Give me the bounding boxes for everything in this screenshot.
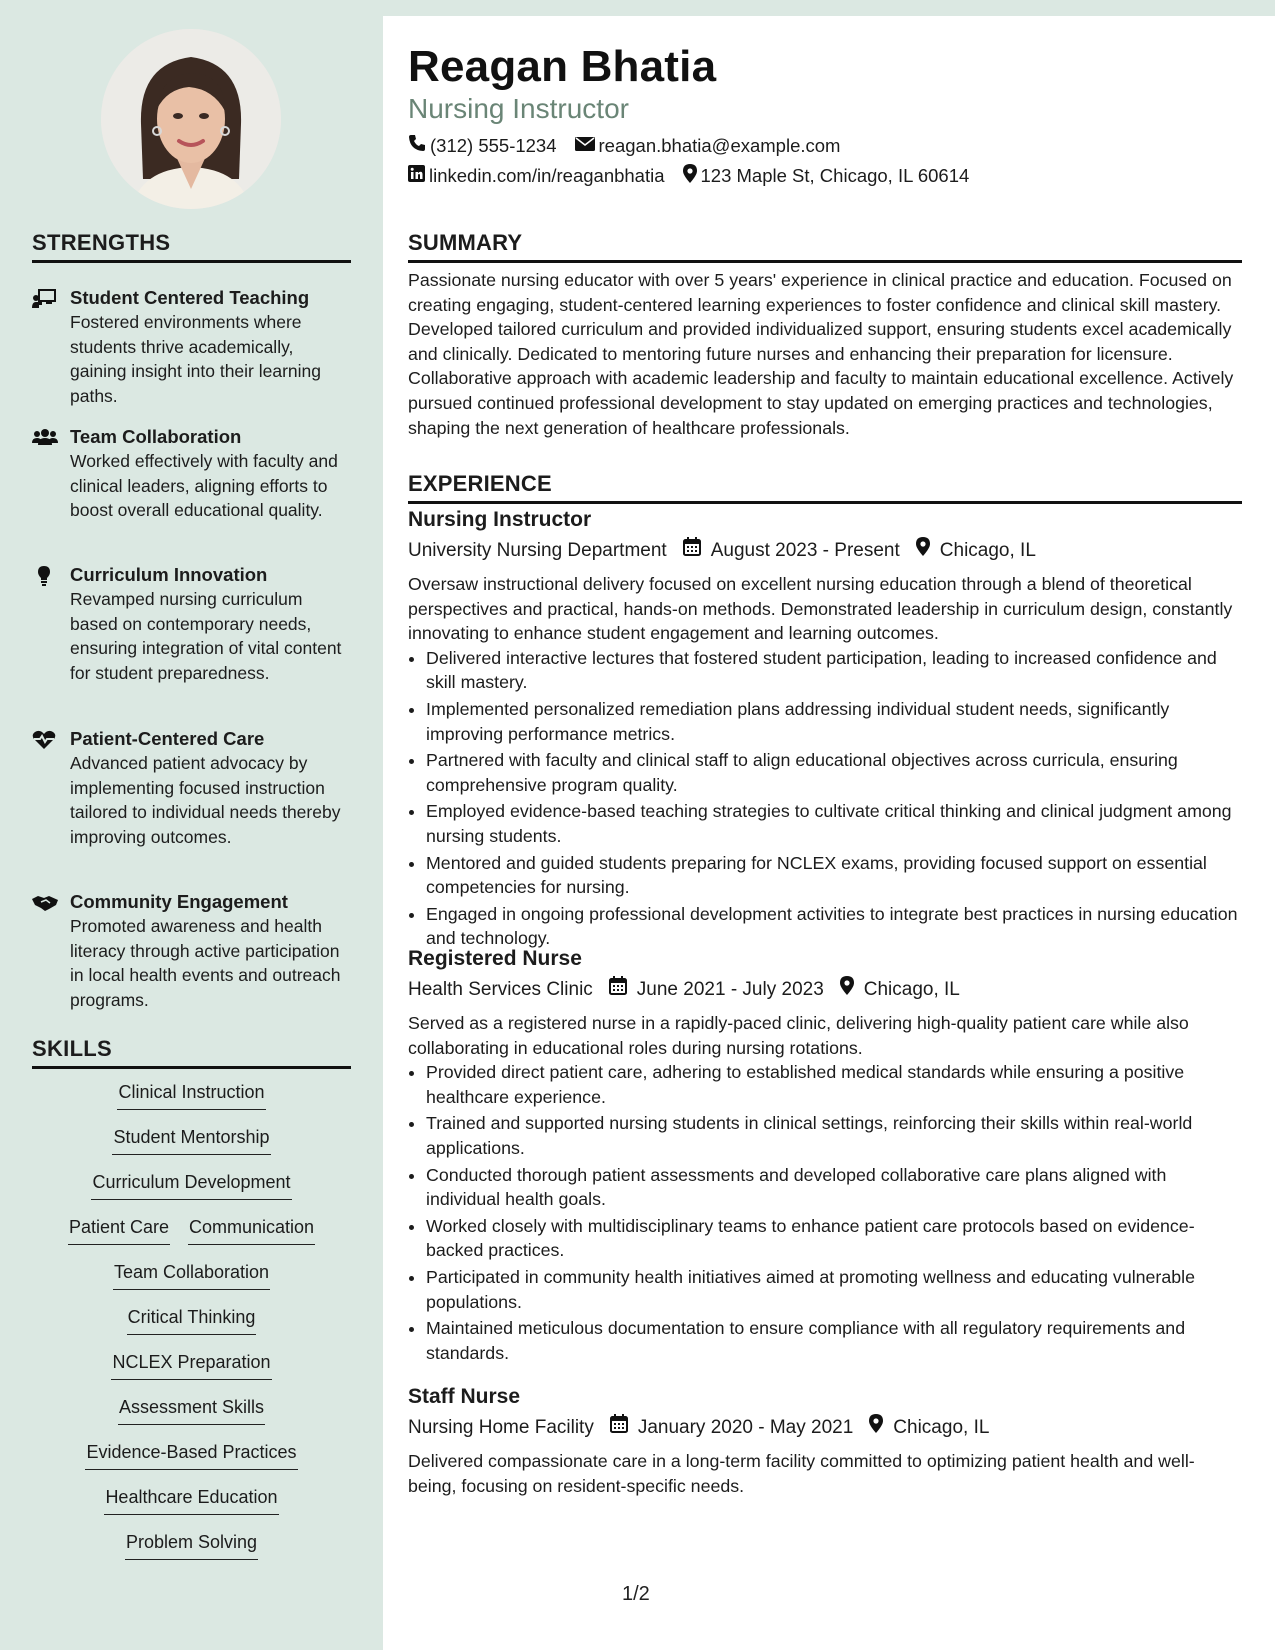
skill-tag: Healthcare Education bbox=[104, 1485, 278, 1515]
email-contact[interactable] bbox=[575, 135, 841, 157]
skill-tag: Critical Thinking bbox=[127, 1305, 257, 1335]
map-pin-icon bbox=[683, 164, 697, 188]
sidebar bbox=[0, 0, 383, 1650]
job-bullet: • Trained and supported nursing students in clinical settings, reinforcing their skills within real-world applications. bbox=[426, 1111, 1242, 1160]
skill-tag: Assessment Skills bbox=[118, 1395, 265, 1425]
experience-entry bbox=[408, 945, 1248, 1367]
strength-item bbox=[32, 727, 352, 849]
skill-tag: Team Collaboration bbox=[113, 1260, 270, 1290]
linkedin-url: linkedin.com/in/reaganbhatia bbox=[429, 165, 665, 186]
job-title: Nursing Instructor bbox=[408, 508, 592, 531]
phone-contact[interactable] bbox=[408, 134, 557, 157]
job-bullet: • Participated in community health initiatives aimed at promoting wellness and educating vulnerable populations. bbox=[426, 1265, 1242, 1314]
experience-entry bbox=[408, 506, 1248, 953]
map-pin-icon bbox=[869, 1412, 883, 1444]
job-bullet: • Implemented personalized remediation plans addressing individual student needs, significantly improving performance metrics. bbox=[426, 697, 1242, 746]
job-location: Chicago, IL bbox=[893, 1417, 990, 1438]
skill-tag: Patient Care bbox=[68, 1215, 170, 1245]
job-bullets bbox=[408, 646, 1242, 951]
skill-tag: Evidence-Based Practices bbox=[85, 1440, 297, 1470]
skills-heading: SKILLS bbox=[32, 1036, 351, 1069]
teaching-icon bbox=[32, 289, 58, 309]
strength-item bbox=[32, 425, 352, 523]
strengths-heading: STRENGTHS bbox=[32, 230, 351, 263]
job-bullet: • Delivered interactive lectures that fostered student participation, leading to increased confidence and skill mastery. bbox=[426, 646, 1242, 695]
strength-item bbox=[32, 563, 352, 685]
strength-description: Promoted awareness and health literacy through active participation in local health events and outreach programs. bbox=[70, 916, 341, 1010]
candidate-name: Reagan Bhatia bbox=[408, 42, 717, 91]
job-bullet: • Provided direct patient care, adhering to established medical standards while ensuring a positive healthcare experience. bbox=[426, 1060, 1242, 1109]
experience-entry bbox=[408, 1383, 1248, 1498]
lightbulb-icon bbox=[32, 566, 58, 586]
strength-item bbox=[32, 286, 352, 408]
heartbeat-icon bbox=[32, 730, 58, 750]
skill-tag: Communication bbox=[188, 1215, 315, 1245]
experience-heading: EXPERIENCE bbox=[408, 471, 1242, 504]
job-bullet: • Mentored and guided students preparing for NCLEX exams, providing focused support on essential competencies for nursing. bbox=[426, 851, 1242, 900]
job-dates: June 2021 - July 2023 bbox=[636, 979, 824, 1000]
phone-icon bbox=[408, 134, 426, 157]
job-organization: Nursing Home Facility bbox=[408, 1417, 594, 1438]
job-bullet: • Conducted thorough patient assessments and developed collaborative care plans aligned with individual health goals. bbox=[426, 1163, 1242, 1212]
job-meta bbox=[408, 535, 1248, 567]
job-description: Oversaw instructional delivery focused on excellent nursing education through a blend of theoretical perspectives and practical, hands-on methods. Demonstrated leadership in curriculum design, constantly innovating to enhance student engagement and learning outcomes. bbox=[408, 574, 1233, 644]
job-dates: January 2020 - May 2021 bbox=[637, 1417, 854, 1438]
job-bullet: • Worked closely with multidisciplinary teams to enhance patient care protocols based on evidence-backed practices. bbox=[426, 1214, 1242, 1263]
linkedin-contact[interactable] bbox=[408, 165, 665, 187]
job-location: Chicago, IL bbox=[863, 979, 960, 1000]
skills-list bbox=[32, 1080, 351, 1575]
strength-name: Curriculum Innovation bbox=[70, 564, 268, 585]
summary-text: Passionate nursing educator with over 5 years' experience in clinical practice and education. Focused on creating engaging, student-centered learning experiences to foster confidence and clinical skill mastery. Developed tailored curriculum and provided individualized support, ensuring students excel academically and clinically. Dedicated to mentoring future nurses and enhancing their preparation for licensure. Collaborative approach with academic leadership and faculty to maintain educational excellence. Actively pursued continued professional development to stay updated on emerging practices and technologies, shaping the next generation of healthcare professionals. bbox=[408, 270, 1234, 438]
job-description: Delivered compassionate care in a long-term facility committed to optimizing patient health and well-being, focusing on resident-specific needs. bbox=[408, 1451, 1195, 1496]
job-title: Registered Nurse bbox=[408, 947, 582, 970]
job-bullet: • Partnered with faculty and clinical staff to align educational objectives across curricula, ensuring comprehensive program quality. bbox=[426, 748, 1242, 797]
handshake-icon bbox=[32, 893, 58, 913]
job-bullet: • Employed evidence-based teaching strategies to cultivate critical thinking and clinical judgment among nursing students. bbox=[426, 799, 1242, 848]
address-contact bbox=[683, 164, 970, 188]
strength-name: Team Collaboration bbox=[70, 426, 242, 447]
job-bullets bbox=[408, 1060, 1242, 1365]
team-icon bbox=[32, 428, 58, 448]
candidate-title: Nursing Instructor bbox=[408, 93, 629, 124]
job-meta bbox=[408, 1412, 1248, 1444]
strength-item bbox=[32, 890, 352, 1012]
calendar-icon bbox=[610, 1412, 628, 1444]
skill-tag: Problem Solving bbox=[125, 1530, 258, 1560]
strength-name: Community Engagement bbox=[70, 891, 288, 912]
job-bullet: • Engaged in ongoing professional development activities to integrate best practices in nursing education and technology. bbox=[426, 902, 1242, 951]
job-organization: University Nursing Department bbox=[408, 540, 667, 561]
main-content bbox=[383, 16, 1275, 1650]
calendar-icon bbox=[683, 535, 701, 567]
map-pin-icon bbox=[840, 974, 854, 1006]
skill-tag: Clinical Instruction bbox=[117, 1080, 265, 1110]
strength-description: Worked effectively with faculty and clinical leaders, aligning efforts to boost overall educational quality. bbox=[70, 451, 338, 520]
job-meta bbox=[408, 974, 1248, 1006]
strength-description: Fostered environments where students thrive academically, gaining insight into their learning paths. bbox=[70, 312, 321, 406]
job-dates: August 2023 - Present bbox=[710, 540, 900, 561]
linkedin-icon bbox=[408, 165, 425, 187]
skill-tag: NCLEX Preparation bbox=[111, 1350, 271, 1380]
job-organization: Health Services Clinic bbox=[408, 979, 593, 1000]
job-bullet: • Maintained meticulous documentation to ensure compliance with all regulatory requirements and standards. bbox=[426, 1316, 1242, 1365]
job-description: Served as a registered nurse in a rapidly-paced clinic, delivering high-quality patient care while also collaborating in educational roles during nursing rotations. bbox=[408, 1013, 1189, 1058]
job-title: Staff Nurse bbox=[408, 1385, 521, 1408]
map-pin-icon bbox=[916, 535, 930, 567]
email-address: reagan.bhatia@example.com bbox=[598, 134, 841, 156]
contact-row bbox=[408, 164, 969, 188]
skill-tag: Student Mentorship bbox=[112, 1125, 270, 1155]
address-text: 123 Maple St, Chicago, IL 60614 bbox=[700, 165, 970, 186]
strength-description: Advanced patient advocacy by implementing focused instruction tailored to individual needs thereby improving outcomes. bbox=[70, 753, 341, 847]
contact-row bbox=[408, 134, 840, 157]
summary-heading: SUMMARY bbox=[408, 230, 1242, 263]
job-location: Chicago, IL bbox=[939, 540, 1036, 561]
envelope-icon bbox=[575, 135, 595, 157]
phone-number: (312) 555-1234 bbox=[430, 134, 557, 156]
strength-description: Revamped nursing curriculum based on contemporary needs, ensuring integration of vital content for student preparedness. bbox=[70, 589, 342, 683]
strength-name: Patient-Centered Care bbox=[70, 728, 265, 749]
calendar-icon bbox=[609, 974, 627, 1006]
skill-tag: Curriculum Development bbox=[91, 1170, 291, 1200]
strength-name: Student Centered Teaching bbox=[70, 287, 310, 308]
profile-photo bbox=[101, 29, 281, 209]
page-number: 1/2 bbox=[622, 1583, 650, 1605]
